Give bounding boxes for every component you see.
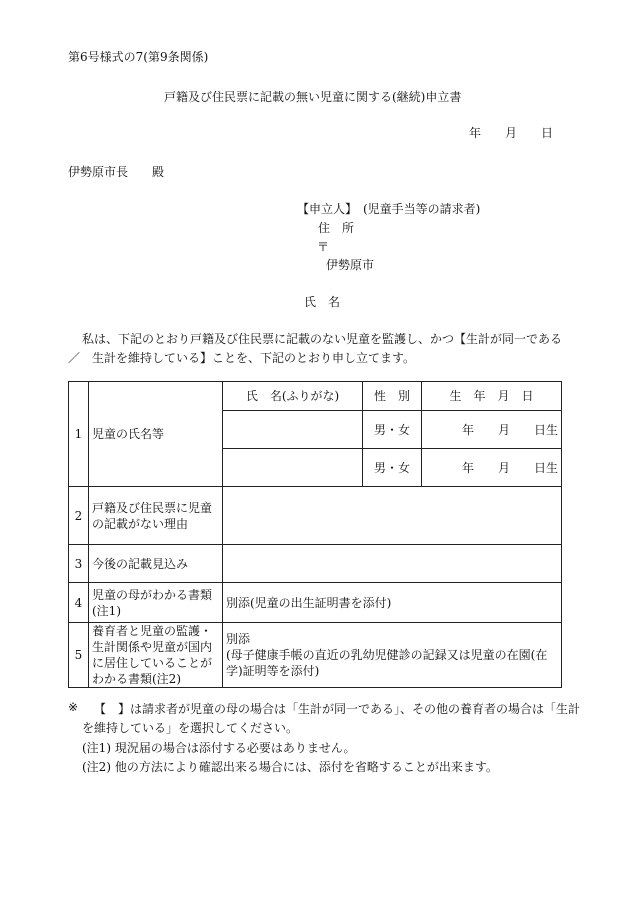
row-label-child-name: 児童の氏名等 <box>89 382 223 487</box>
document-title: 戸籍及び住民票に記載の無い児童に関する(継続)申立書 <box>164 90 462 104</box>
row-number-4: 4 <box>69 583 89 623</box>
note-main-line-1: 【 】は請求者が児童の母の場合は「生計が同一である」、その他の養育者の場合は「生計 <box>94 702 581 716</box>
sex-option-2[interactable]: 男・女 <box>363 449 422 487</box>
mother-document-content: 別添(児童の出生証明書を添付) <box>223 583 562 623</box>
city-name: 伊勢原市 <box>326 258 375 272</box>
applicant-heading: 【申立人】 (児童手当等の請求者) <box>297 202 481 216</box>
row-label-future-record: 今後の記載見込み <box>89 545 223 583</box>
note-2: (注2) 他の方法により確認出来る場合には、添付を省略することが出来ます。 <box>82 760 498 774</box>
row-label-custody-document: 養育者と児童の監護・生計関係や児童が国内に居住していることがわかる書類(注2) <box>89 623 223 688</box>
future-record-field[interactable] <box>223 545 562 583</box>
child-name-field-1[interactable] <box>223 411 363 449</box>
custody-content-line-2: (母子健康手帳の直近の乳幼児健診の記録又は児童の在園(在学)証明等を添付) <box>226 648 548 678</box>
dob-field-2[interactable]: 年 月 日生 <box>422 449 562 487</box>
note-1: (注1) 現況届の場合は添付する必要はありません。 <box>82 741 356 755</box>
row-number-1: 1 <box>69 382 89 487</box>
child-info-table <box>68 381 562 688</box>
row-number-2: 2 <box>69 487 89 545</box>
custody-content-line-1: 別添 <box>226 632 251 646</box>
column-header-name: 氏 名(ふりがな) <box>223 382 363 411</box>
custody-document-content <box>223 623 562 688</box>
sex-option-1[interactable]: 男・女 <box>363 411 422 449</box>
note-main-line-2: を維持している」を選択してください。 <box>82 721 299 735</box>
row-label-mother-document: 児童の母がわかる書類(注1) <box>89 583 223 623</box>
child-name-field-2[interactable] <box>223 449 363 487</box>
postal-mark: 〒 <box>317 240 330 254</box>
note-mark: ※ <box>68 700 79 714</box>
row-number-5: 5 <box>69 623 89 688</box>
column-header-dob: 生 年 月 日 <box>422 382 562 411</box>
date-line: 年 月 日 <box>469 126 554 140</box>
form-number: 第6号様式の7(第9条関係) <box>68 50 209 64</box>
statement-line-2: ／ 生計を維持している】ことを、下記のとおり申し立てます。 <box>68 351 416 365</box>
address-label: 住 所 <box>318 221 355 235</box>
statement-line-1: 私は、下記のとおり戸籍及び住民票に記載のない児童を監護し、かつ【生計が同一である <box>82 332 563 346</box>
column-header-sex: 性 別 <box>363 382 422 411</box>
name-label: 氏 名 <box>304 295 341 309</box>
row-number-3: 3 <box>69 545 89 583</box>
row-label-no-record-reason: 戸籍及び住民票に児童の記載がない理由 <box>89 487 223 545</box>
addressee: 伊勢原市長 殿 <box>68 165 165 179</box>
dob-field-1[interactable]: 年 月 日生 <box>422 411 562 449</box>
no-record-reason-field[interactable] <box>223 487 562 545</box>
